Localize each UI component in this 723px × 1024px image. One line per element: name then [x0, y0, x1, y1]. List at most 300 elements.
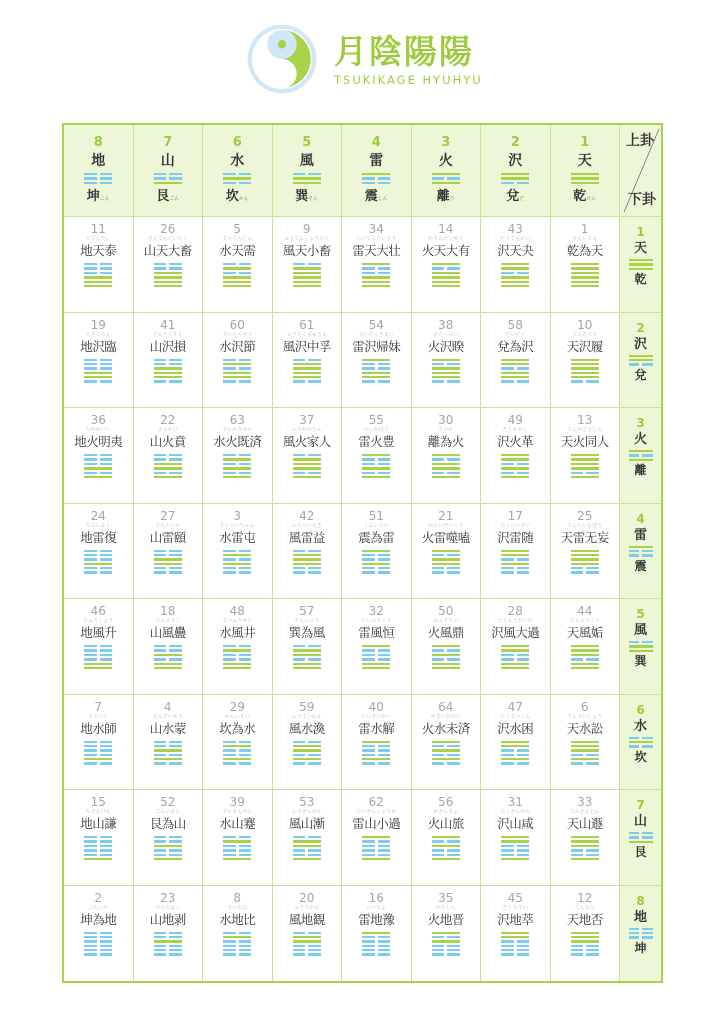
hexagram-cell [64, 408, 134, 504]
hexagram-cell [273, 695, 343, 791]
hexagram-number: 42 [299, 508, 315, 523]
yang-line [432, 932, 460, 934]
yang-line [362, 563, 390, 565]
yin-line [432, 762, 460, 764]
yang-line [432, 845, 460, 847]
yang-line [362, 173, 390, 175]
hexagram-reading: すいふうせい [222, 618, 253, 624]
yang-line [571, 649, 599, 651]
yang-line [571, 367, 599, 369]
yin-line [223, 472, 251, 474]
upper-trigram-header [203, 125, 273, 217]
yang-line [432, 858, 460, 860]
yin-line [154, 745, 182, 747]
yin-line [154, 645, 182, 647]
hexagram-lines-icon [154, 645, 182, 669]
yang-line [571, 663, 599, 665]
hexagram-reading: たくざんかん [500, 809, 531, 815]
yin-line [629, 936, 653, 938]
yin-line [84, 649, 112, 651]
hexagram-cell [551, 886, 621, 982]
yang-line [293, 563, 321, 565]
yang-line [501, 563, 529, 565]
hexagram-cell [481, 504, 551, 600]
hexagram-number: 6 [580, 699, 589, 714]
yin-line [223, 645, 251, 647]
hexagram-name: 天山遯 [566, 816, 603, 831]
yin-line [293, 836, 321, 838]
hexagram-table [62, 123, 663, 983]
yang-line [432, 463, 460, 465]
hexagram-number: 47 [507, 699, 523, 714]
yang-line [223, 177, 251, 179]
hexagram-number: 45 [507, 890, 523, 905]
trigram-name: 離 [436, 189, 450, 205]
yang-line [432, 940, 460, 942]
trigram-name: 震 [364, 189, 378, 205]
yin-line [432, 745, 460, 747]
hexagram-name: 天火同人 [560, 434, 609, 449]
yang-line [223, 467, 251, 469]
hexagram-reading: ちかめいい [85, 427, 111, 433]
upper-trigram-header [64, 125, 134, 217]
yang-line [223, 372, 251, 374]
hexagram-number: 43 [507, 222, 523, 236]
trigram-number: 8 [93, 135, 103, 150]
yang-line [293, 654, 321, 656]
hexagram-cell [64, 313, 134, 409]
yin-line [154, 741, 182, 743]
yin-line [501, 849, 529, 851]
yang-line [84, 376, 112, 378]
yang-line [293, 372, 321, 374]
yin-line [362, 745, 390, 747]
trigram-name-row [64, 187, 133, 207]
hexagram-lines-icon [432, 263, 460, 287]
trigram-element: 山 [633, 814, 647, 829]
hexagram-cell [551, 217, 621, 313]
yang-line [293, 476, 321, 478]
upper-trigram-header [551, 125, 621, 217]
hexagram-number: 54 [368, 317, 384, 332]
hexagram-reading: かたくけい [433, 331, 459, 338]
yin-line [362, 849, 390, 851]
yang-line [154, 563, 182, 565]
hexagram-reading: てんかどうじん [567, 427, 603, 433]
yin-line [84, 840, 112, 842]
yang-line [501, 554, 529, 556]
hexagram-lines-icon [84, 741, 112, 765]
hexagram-name: 風火家人 [282, 434, 331, 449]
yang-line [501, 276, 529, 278]
yang-line [571, 272, 599, 274]
hexagram-reading: ちふうしょう [83, 618, 114, 624]
hexagram-cell [273, 599, 343, 695]
yin-line [223, 380, 251, 382]
yang-line [223, 476, 251, 478]
hexagram-cell [412, 217, 482, 313]
yang-line [501, 476, 529, 478]
yin-line [84, 367, 112, 369]
hexagram-lines-icon [84, 645, 112, 669]
yin-line [432, 754, 460, 756]
hexagram-cell [481, 886, 551, 982]
hexagram-lines-icon [293, 645, 321, 669]
hexagram-reading: さんちはく [155, 904, 181, 911]
hexagram-cell [412, 504, 482, 600]
hexagram-cell [134, 313, 204, 409]
yang-line [293, 554, 321, 556]
yang-line [432, 667, 460, 669]
trigram-kana: ごん [169, 196, 180, 203]
yang-line [501, 745, 529, 747]
yang-line [293, 649, 321, 651]
yang-line [293, 285, 321, 287]
yang-line [571, 936, 599, 938]
yin-line [293, 849, 321, 851]
yin-line [571, 854, 599, 856]
yang-line [223, 267, 251, 269]
trigram-name: 巽 [634, 654, 647, 669]
trigram-number: 3 [636, 416, 645, 430]
hexagram-number: 22 [160, 413, 176, 427]
trigram-name: 離 [634, 463, 647, 478]
hexagram-number: 4 [163, 699, 172, 714]
hexagram-name: 坎為水 [219, 720, 256, 736]
yin-line [154, 649, 182, 651]
hexagram-name: 風水渙 [288, 720, 325, 736]
yang-line [223, 858, 251, 860]
hexagram-name: 沢水困 [497, 720, 534, 736]
yin-line [501, 854, 529, 856]
yang-line [362, 276, 390, 278]
hexagram-cell [342, 313, 412, 409]
yang-line [154, 758, 182, 760]
yang-line [362, 281, 390, 283]
yang-line [84, 758, 112, 760]
yin-line [571, 472, 599, 474]
hexagram-cell [203, 504, 273, 600]
trigram-element: 地 [633, 909, 647, 925]
hexagram-lines-icon [223, 550, 251, 574]
trigram-kana: り [449, 196, 455, 203]
hexagram-number: 16 [368, 890, 384, 905]
trigram-lines-icon [362, 173, 390, 184]
hexagram-cell [273, 790, 343, 886]
yang-line [629, 546, 653, 548]
yang-line [432, 563, 460, 565]
hexagram-reading: てんたくり [572, 331, 598, 338]
hexagram-lines-icon [362, 932, 390, 956]
yin-line [84, 263, 112, 265]
yin-line [501, 567, 529, 569]
yin-line [223, 949, 251, 951]
hexagram-lines-icon [154, 263, 182, 287]
hexagram-lines-icon [223, 359, 251, 383]
yang-line [629, 263, 653, 265]
hexagram-name: 沢雷随 [497, 529, 534, 545]
hexagram-number: 28 [507, 604, 523, 618]
yin-line [629, 641, 653, 643]
hexagram-lines-icon [362, 550, 390, 574]
yang-line [223, 285, 251, 287]
yin-line [223, 762, 251, 764]
yin-line [223, 263, 251, 265]
hexagram-cell [481, 790, 551, 886]
yin-line [84, 177, 112, 179]
hexagram-name: 坤為地 [80, 911, 117, 927]
yin-line [84, 845, 112, 847]
yang-line [362, 285, 390, 287]
trigram-element: 天 [577, 153, 592, 169]
yin-line [362, 571, 390, 573]
trigram-element: 風 [633, 623, 647, 638]
hexagram-reading: かすいびせい [430, 713, 461, 720]
hexagram-name: 山風蠱 [149, 625, 186, 640]
trigram-lines-icon [629, 641, 653, 652]
trigram-name: 巽 [295, 189, 309, 205]
yin-line [629, 737, 653, 739]
hexagram-name: 雷火豊 [358, 434, 395, 449]
yin-line [223, 854, 251, 856]
yin-line [293, 173, 321, 175]
trigram-number: 5 [302, 135, 312, 150]
hexagram-number: 32 [368, 604, 384, 618]
yin-line [501, 654, 529, 656]
yin-line [293, 454, 321, 456]
trigram-name-row [551, 187, 620, 207]
hexagram-name: 地火明夷 [74, 434, 123, 449]
hexagram-lines-icon [223, 454, 251, 478]
hexagram-lines-icon [84, 454, 112, 478]
hexagram-number: 15 [90, 795, 106, 809]
yang-line [571, 749, 599, 751]
hexagram-cell [64, 217, 134, 313]
hexagram-reading: すいざんけん [222, 809, 253, 815]
yang-line [501, 645, 529, 647]
yang-line [571, 836, 599, 838]
yin-line [223, 571, 251, 573]
yang-line [293, 858, 321, 860]
yin-line [629, 363, 653, 365]
yin-line [84, 854, 112, 856]
trigram-lines-icon [629, 259, 653, 270]
yin-line [154, 177, 182, 179]
hexagram-lines-icon [362, 741, 390, 765]
yin-line [362, 463, 390, 465]
hexagram-reading: ふうちかん [294, 904, 320, 911]
hexagram-reading: かてんたいゆう [428, 236, 464, 242]
hexagram-cell [134, 695, 204, 791]
hexagram-number: 40 [368, 699, 384, 714]
hexagram-cell [134, 217, 204, 313]
yin-line [84, 359, 112, 361]
hexagram-number: 17 [507, 508, 523, 523]
yang-line [293, 458, 321, 460]
yin-line [154, 854, 182, 856]
yin-line [154, 754, 182, 756]
hexagram-reading: さんかひ [157, 427, 178, 433]
yin-line [432, 936, 460, 938]
hexagram-number: 52 [160, 795, 176, 809]
yin-line [154, 267, 182, 269]
hexagram-number: 12 [577, 890, 593, 905]
yin-line [362, 558, 390, 560]
hexagram-name: 水沢節 [219, 338, 256, 354]
hexagram-reading: かんいすい [224, 713, 250, 720]
hexagram-reading: たくふうたいか [497, 618, 533, 624]
trigram-name: 坤 [634, 940, 647, 955]
trigram-name: 坎 [634, 749, 647, 764]
hexagram-cell [64, 504, 134, 600]
hexagram-reading: らいかほう [363, 427, 389, 433]
yang-line [84, 372, 112, 374]
hexagram-name: 雷風恒 [358, 625, 395, 640]
yang-line [501, 741, 529, 743]
yin-line [362, 182, 390, 184]
hexagram-reading: ふうざんぜん [291, 809, 322, 815]
hexagram-name: 火山旅 [427, 816, 464, 831]
yang-line [293, 182, 321, 184]
trigram-name: 兌 [634, 367, 647, 382]
hexagram-lines-icon [293, 932, 321, 956]
upper-label: 上卦 [626, 133, 654, 149]
hexagram-name: 離為火 [427, 434, 464, 449]
hexagram-cell [412, 599, 482, 695]
yang-line [432, 749, 460, 751]
yang-line [571, 458, 599, 460]
yang-line [432, 476, 460, 478]
hexagram-cell [412, 790, 482, 886]
hexagram-number: 44 [577, 604, 593, 618]
yang-line [571, 182, 599, 184]
yin-line [223, 836, 251, 838]
yang-line [432, 359, 460, 361]
hexagram-lines-icon [501, 263, 529, 287]
trigram-name-row [203, 187, 272, 207]
yang-line [154, 463, 182, 465]
yin-line [84, 762, 112, 764]
trigram-lines-icon [629, 832, 653, 843]
hexagram-cell [342, 408, 412, 504]
yang-line [293, 845, 321, 847]
yin-line [501, 845, 529, 847]
yang-line [362, 645, 390, 647]
yin-line [223, 749, 251, 751]
trigram-element: 天 [633, 241, 647, 256]
hexagram-reading: しんいらい [363, 522, 389, 529]
yang-line [432, 272, 460, 274]
hexagram-cell [412, 408, 482, 504]
yin-line [154, 936, 182, 938]
hexagram-number: 8 [233, 890, 242, 905]
hexagram-reading: ごんいさん [155, 809, 181, 815]
hexagram-lines-icon [501, 932, 529, 956]
yin-line [362, 554, 390, 556]
trigram-element: 雷 [633, 527, 647, 543]
hexagram-name: 天地否 [566, 911, 603, 927]
hexagram-name: 沢山咸 [497, 816, 534, 831]
trigram-number: 7 [163, 135, 173, 150]
hexagram-name: 沢風大過 [491, 625, 540, 640]
hexagram-number: 51 [368, 508, 384, 523]
hexagram-cell [412, 313, 482, 409]
yin-line [223, 654, 251, 656]
trigram-number: 4 [371, 135, 381, 150]
hexagram-number: 13 [577, 413, 593, 427]
hexagram-name: 雷山小過 [352, 816, 401, 831]
yin-line [501, 472, 529, 474]
yang-line [571, 645, 599, 647]
yin-line [501, 182, 529, 184]
hexagram-number: 62 [368, 795, 384, 809]
hexagram-reading: てんぷうこう [569, 618, 600, 624]
yin-line [571, 849, 599, 851]
hexagram-reading: かちしん [435, 904, 456, 911]
yang-line [432, 454, 460, 456]
hexagram-reading: ちざんけん [85, 809, 111, 815]
yang-line [362, 467, 390, 469]
yang-line [223, 663, 251, 665]
yin-line [223, 741, 251, 743]
yang-line [362, 376, 390, 378]
yin-line [154, 363, 182, 365]
yang-line [501, 363, 529, 365]
yin-line [223, 754, 251, 756]
hexagram-name: 山火賁 [149, 434, 186, 449]
yang-line [84, 563, 112, 565]
hexagram-name: 地風升 [80, 625, 117, 640]
hexagram-cell [134, 599, 204, 695]
yin-line [362, 272, 390, 274]
yang-line [293, 177, 321, 179]
hexagram-lines-icon [223, 932, 251, 956]
hexagram-reading: ちすいし [88, 713, 109, 720]
hexagram-reading: らいたくきまい [358, 331, 394, 338]
yin-line [571, 658, 599, 660]
trigram-name: 乾 [573, 189, 587, 205]
hexagram-lines-icon [501, 359, 529, 383]
yin-line [362, 458, 390, 460]
hexagram-reading: らいちよ [366, 904, 387, 911]
yin-line [223, 182, 251, 184]
yang-line [293, 463, 321, 465]
hexagram-cell [551, 599, 621, 695]
hexagram-reading: たくすいこん [500, 713, 531, 720]
hexagram-name: 火雷噬嗑 [421, 529, 470, 545]
yang-line [362, 667, 390, 669]
hexagram-reading: ちてんたい [85, 236, 111, 242]
yang-line [362, 359, 390, 361]
yang-line [501, 758, 529, 760]
yin-line [84, 849, 112, 851]
yang-line [501, 281, 529, 283]
yang-line [154, 372, 182, 374]
trigram-element: 風 [299, 153, 314, 169]
yang-line [571, 276, 599, 278]
yang-line [223, 745, 251, 747]
yin-line [501, 571, 529, 573]
trigram-lines-icon [629, 737, 653, 748]
lower-trigram-header [620, 313, 661, 409]
hexagram-lines-icon [223, 645, 251, 669]
hexagram-lines-icon [571, 741, 599, 765]
yang-line [571, 263, 599, 265]
yin-line [223, 272, 251, 274]
hexagram-lines-icon [362, 645, 390, 669]
yin-line [432, 380, 460, 382]
hexagram-number: 61 [299, 317, 315, 332]
